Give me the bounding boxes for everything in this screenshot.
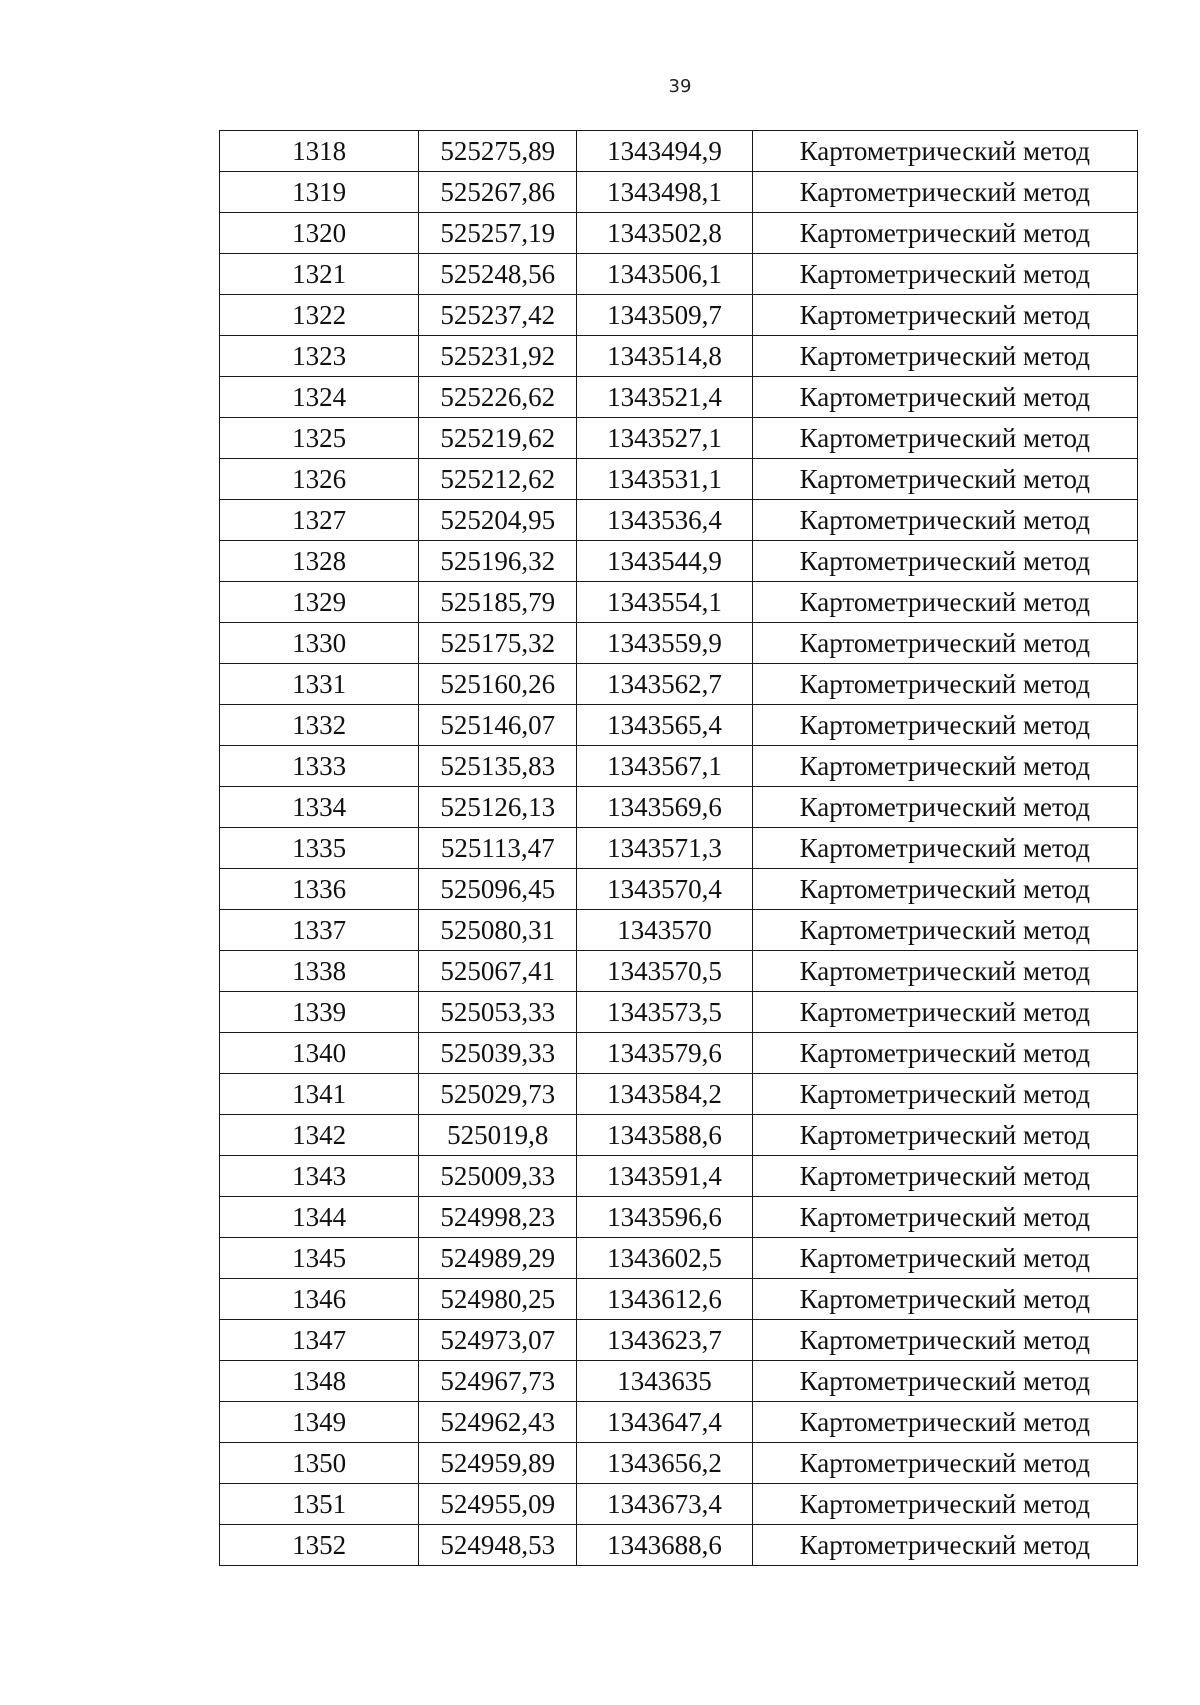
method-cell: Картометрический метод (752, 1033, 1137, 1074)
method-cell: Картометрический метод (752, 541, 1137, 582)
y-coordinate-cell: 1343656,2 (577, 1443, 752, 1484)
y-coordinate-cell: 1343612,6 (577, 1279, 752, 1320)
point-number-cell: 1338 (220, 951, 419, 992)
coordinates-table (219, 130, 1138, 1566)
table-row (220, 1238, 1138, 1279)
method-cell: Картометрический метод (752, 1361, 1137, 1402)
table-row (220, 705, 1138, 746)
x-coordinate-cell: 524967,73 (419, 1361, 577, 1402)
y-coordinate-cell: 1343521,4 (577, 377, 752, 418)
table-row (220, 582, 1138, 623)
table-row (220, 418, 1138, 459)
y-coordinate-cell: 1343544,9 (577, 541, 752, 582)
table-row (220, 787, 1138, 828)
method-cell: Картометрический метод (752, 172, 1137, 213)
table-row (220, 992, 1138, 1033)
method-cell: Картометрический метод (752, 787, 1137, 828)
table-row (220, 910, 1138, 951)
method-cell: Картометрический метод (752, 746, 1137, 787)
point-number-cell: 1344 (220, 1197, 419, 1238)
table-row (220, 541, 1138, 582)
point-number-cell: 1348 (220, 1361, 419, 1402)
point-number-cell: 1341 (220, 1074, 419, 1115)
point-number-cell: 1343 (220, 1156, 419, 1197)
point-number-cell: 1327 (220, 500, 419, 541)
y-coordinate-cell: 1343559,9 (577, 623, 752, 664)
y-coordinate-cell: 1343569,6 (577, 787, 752, 828)
x-coordinate-cell: 525053,33 (419, 992, 577, 1033)
method-cell: Картометрический метод (752, 377, 1137, 418)
y-coordinate-cell: 1343565,4 (577, 705, 752, 746)
x-coordinate-cell: 525019,8 (419, 1115, 577, 1156)
method-cell: Картометрический метод (752, 1238, 1137, 1279)
y-coordinate-cell: 1343584,2 (577, 1074, 752, 1115)
y-coordinate-cell: 1343602,5 (577, 1238, 752, 1279)
y-coordinate-cell: 1343570 (577, 910, 752, 951)
table-row (220, 459, 1138, 500)
table-row (220, 1033, 1138, 1074)
point-number-cell: 1324 (220, 377, 419, 418)
method-cell: Картометрический метод (752, 705, 1137, 746)
x-coordinate-cell: 525135,83 (419, 746, 577, 787)
x-coordinate-cell: 525267,86 (419, 172, 577, 213)
table-row (220, 1525, 1138, 1566)
y-coordinate-cell: 1343506,1 (577, 254, 752, 295)
y-coordinate-cell: 1343635 (577, 1361, 752, 1402)
y-coordinate-cell: 1343527,1 (577, 418, 752, 459)
method-cell: Картометрический метод (752, 951, 1137, 992)
table-row (220, 1361, 1138, 1402)
page-number: 39 (668, 76, 692, 97)
y-coordinate-cell: 1343596,6 (577, 1197, 752, 1238)
x-coordinate-cell: 525185,79 (419, 582, 577, 623)
x-coordinate-cell: 524998,23 (419, 1197, 577, 1238)
x-coordinate-cell: 525113,47 (419, 828, 577, 869)
method-cell: Картометрический метод (752, 500, 1137, 541)
method-cell: Картометрический метод (752, 1484, 1137, 1525)
method-cell: Картометрический метод (752, 131, 1137, 172)
x-coordinate-cell: 525039,33 (419, 1033, 577, 1074)
x-coordinate-cell: 524948,53 (419, 1525, 577, 1566)
x-coordinate-cell: 525226,62 (419, 377, 577, 418)
method-cell: Картометрический метод (752, 992, 1137, 1033)
x-coordinate-cell: 525067,41 (419, 951, 577, 992)
x-coordinate-cell: 524980,25 (419, 1279, 577, 1320)
table-row (220, 664, 1138, 705)
table-row (220, 500, 1138, 541)
y-coordinate-cell: 1343673,4 (577, 1484, 752, 1525)
table-row (220, 131, 1138, 172)
point-number-cell: 1337 (220, 910, 419, 951)
point-number-cell: 1320 (220, 213, 419, 254)
method-cell: Картометрический метод (752, 459, 1137, 500)
method-cell: Картометрический метод (752, 213, 1137, 254)
y-coordinate-cell: 1343514,8 (577, 336, 752, 377)
y-coordinate-cell: 1343562,7 (577, 664, 752, 705)
point-number-cell: 1347 (220, 1320, 419, 1361)
x-coordinate-cell: 525212,62 (419, 459, 577, 500)
table-row (220, 869, 1138, 910)
x-coordinate-cell: 525029,73 (419, 1074, 577, 1115)
point-number-cell: 1328 (220, 541, 419, 582)
table-row (220, 1443, 1138, 1484)
point-number-cell: 1326 (220, 459, 419, 500)
table-row (220, 1484, 1138, 1525)
method-cell: Картометрический метод (752, 1525, 1137, 1566)
y-coordinate-cell: 1343509,7 (577, 295, 752, 336)
point-number-cell: 1321 (220, 254, 419, 295)
point-number-cell: 1333 (220, 746, 419, 787)
method-cell: Картометрический метод (752, 295, 1137, 336)
x-coordinate-cell: 525160,26 (419, 664, 577, 705)
x-coordinate-cell: 525248,56 (419, 254, 577, 295)
y-coordinate-cell: 1343531,1 (577, 459, 752, 500)
x-coordinate-cell: 525175,32 (419, 623, 577, 664)
point-number-cell: 1352 (220, 1525, 419, 1566)
method-cell: Картометрический метод (752, 582, 1137, 623)
point-number-cell: 1336 (220, 869, 419, 910)
method-cell: Картометрический метод (752, 869, 1137, 910)
y-coordinate-cell: 1343588,6 (577, 1115, 752, 1156)
method-cell: Картометрический метод (752, 1197, 1137, 1238)
x-coordinate-cell: 525096,45 (419, 869, 577, 910)
point-number-cell: 1330 (220, 623, 419, 664)
table-row (220, 295, 1138, 336)
table-row (220, 1156, 1138, 1197)
method-cell: Картометрический метод (752, 664, 1137, 705)
y-coordinate-cell: 1343567,1 (577, 746, 752, 787)
point-number-cell: 1339 (220, 992, 419, 1033)
x-coordinate-cell: 525275,89 (419, 131, 577, 172)
y-coordinate-cell: 1343498,1 (577, 172, 752, 213)
x-coordinate-cell: 525009,33 (419, 1156, 577, 1197)
x-coordinate-cell: 525126,13 (419, 787, 577, 828)
x-coordinate-cell: 525080,31 (419, 910, 577, 951)
table-row (220, 1402, 1138, 1443)
method-cell: Картометрический метод (752, 1402, 1137, 1443)
y-coordinate-cell: 1343554,1 (577, 582, 752, 623)
x-coordinate-cell: 525231,92 (419, 336, 577, 377)
table-row (220, 254, 1138, 295)
table-row (220, 746, 1138, 787)
point-number-cell: 1350 (220, 1443, 419, 1484)
point-number-cell: 1340 (220, 1033, 419, 1074)
point-number-cell: 1335 (220, 828, 419, 869)
method-cell: Картометрический метод (752, 418, 1137, 459)
table-row (220, 623, 1138, 664)
method-cell: Картометрический метод (752, 1156, 1137, 1197)
y-coordinate-cell: 1343573,5 (577, 992, 752, 1033)
method-cell: Картометрический метод (752, 254, 1137, 295)
table-row (220, 1115, 1138, 1156)
method-cell: Картометрический метод (752, 910, 1137, 951)
point-number-cell: 1345 (220, 1238, 419, 1279)
table-row (220, 1320, 1138, 1361)
table-row (220, 172, 1138, 213)
point-number-cell: 1319 (220, 172, 419, 213)
x-coordinate-cell: 525196,32 (419, 541, 577, 582)
point-number-cell: 1329 (220, 582, 419, 623)
point-number-cell: 1331 (220, 664, 419, 705)
table-row (220, 951, 1138, 992)
point-number-cell: 1349 (220, 1402, 419, 1443)
table-row (220, 1074, 1138, 1115)
x-coordinate-cell: 525257,19 (419, 213, 577, 254)
point-number-cell: 1346 (220, 1279, 419, 1320)
point-number-cell: 1323 (220, 336, 419, 377)
y-coordinate-cell: 1343579,6 (577, 1033, 752, 1074)
y-coordinate-cell: 1343502,8 (577, 213, 752, 254)
y-coordinate-cell: 1343591,4 (577, 1156, 752, 1197)
x-coordinate-cell: 525219,62 (419, 418, 577, 459)
x-coordinate-cell: 525204,95 (419, 500, 577, 541)
x-coordinate-cell: 524973,07 (419, 1320, 577, 1361)
point-number-cell: 1322 (220, 295, 419, 336)
y-coordinate-cell: 1343570,4 (577, 869, 752, 910)
y-coordinate-cell: 1343536,4 (577, 500, 752, 541)
point-number-cell: 1342 (220, 1115, 419, 1156)
table-row (220, 1279, 1138, 1320)
y-coordinate-cell: 1343571,3 (577, 828, 752, 869)
table-row (220, 213, 1138, 254)
method-cell: Картометрический метод (752, 623, 1137, 664)
y-coordinate-cell: 1343688,6 (577, 1525, 752, 1566)
x-coordinate-cell: 525146,07 (419, 705, 577, 746)
method-cell: Картометрический метод (752, 828, 1137, 869)
y-coordinate-cell: 1343570,5 (577, 951, 752, 992)
method-cell: Картометрический метод (752, 1279, 1137, 1320)
table-row (220, 377, 1138, 418)
method-cell: Картометрический метод (752, 1115, 1137, 1156)
table-row (220, 828, 1138, 869)
y-coordinate-cell: 1343623,7 (577, 1320, 752, 1361)
x-coordinate-cell: 525237,42 (419, 295, 577, 336)
y-coordinate-cell: 1343494,9 (577, 131, 752, 172)
method-cell: Картометрический метод (752, 1074, 1137, 1115)
x-coordinate-cell: 524955,09 (419, 1484, 577, 1525)
method-cell: Картометрический метод (752, 1443, 1137, 1484)
y-coordinate-cell: 1343647,4 (577, 1402, 752, 1443)
point-number-cell: 1332 (220, 705, 419, 746)
method-cell: Картометрический метод (752, 336, 1137, 377)
point-number-cell: 1351 (220, 1484, 419, 1525)
table-row (220, 336, 1138, 377)
x-coordinate-cell: 524989,29 (419, 1238, 577, 1279)
method-cell: Картометрический метод (752, 1320, 1137, 1361)
point-number-cell: 1325 (220, 418, 419, 459)
x-coordinate-cell: 524962,43 (419, 1402, 577, 1443)
point-number-cell: 1334 (220, 787, 419, 828)
table-row (220, 1197, 1138, 1238)
coordinates-table-body (220, 131, 1138, 1566)
point-number-cell: 1318 (220, 131, 419, 172)
x-coordinate-cell: 524959,89 (419, 1443, 577, 1484)
